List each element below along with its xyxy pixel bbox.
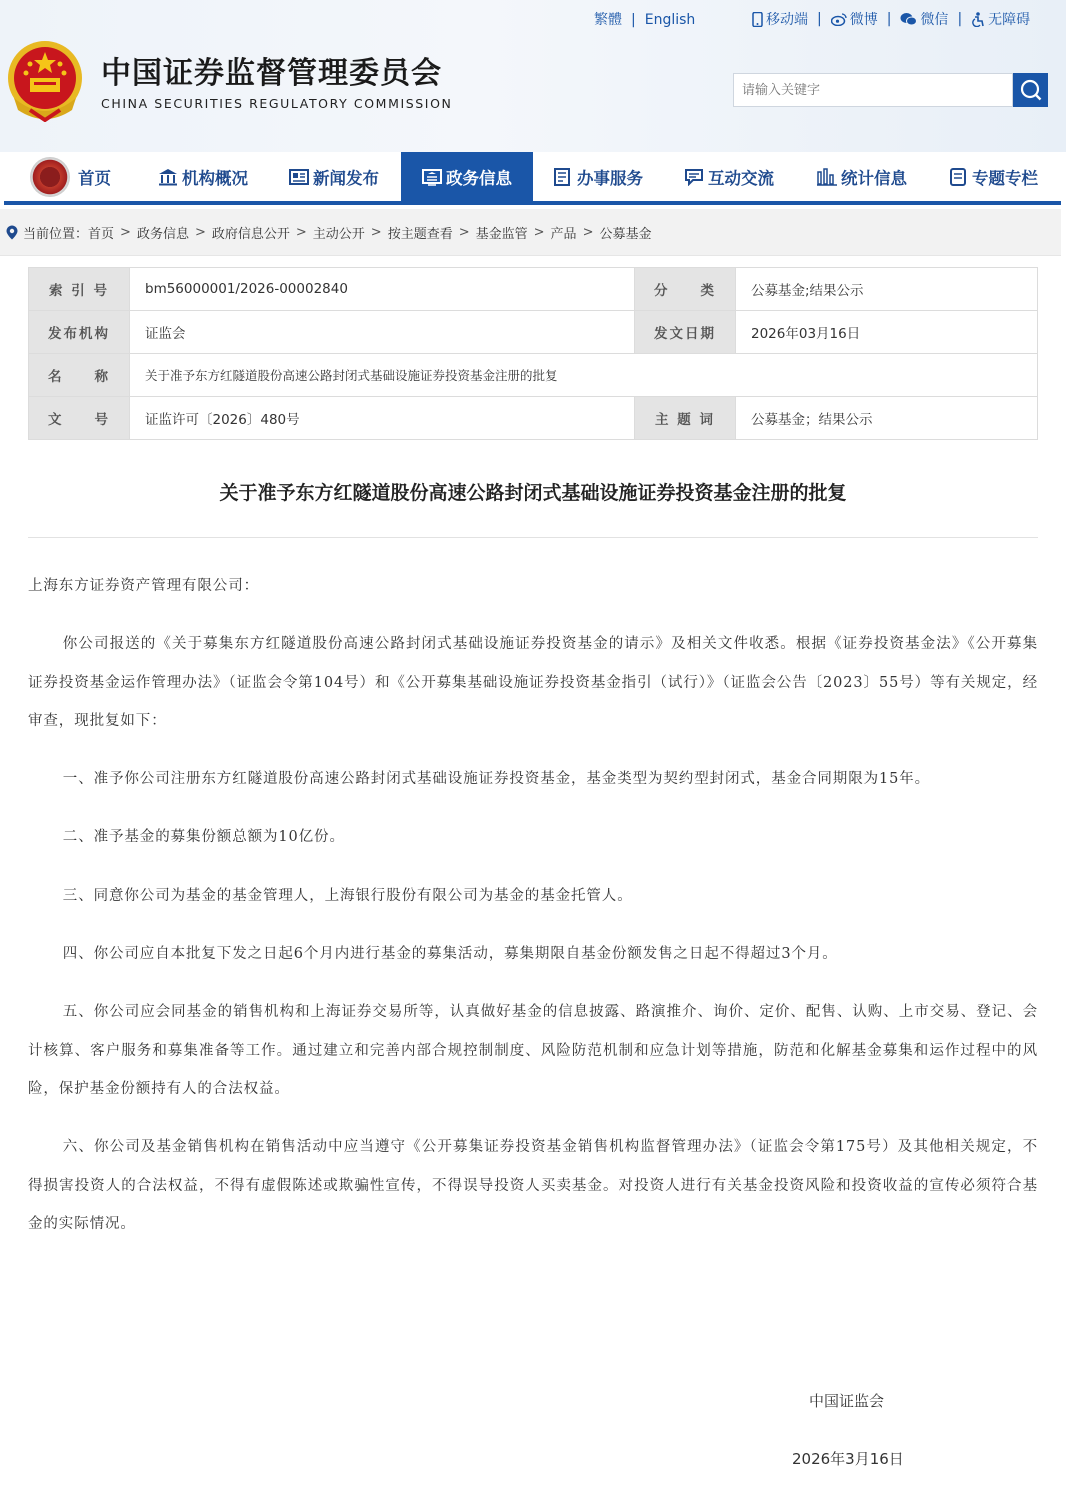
- breadcrumb-prefix: 当前位置：: [23, 226, 89, 242]
- nav-item-interaction-label: 互动交流: [708, 168, 774, 188]
- category-label: 分 类: [635, 268, 736, 311]
- wechat-link-label: 微信: [920, 12, 949, 28]
- nav-item-topic[interactable]: [948, 152, 1058, 201]
- nav-item-topic-label: 专题专栏: [972, 168, 1038, 188]
- nav-item-home-label: 首页: [78, 168, 111, 188]
- paragraph-1: 一、准予你公司注册东方红隧道股份高速公路封闭式基础设施证券投资基金，基金类型为契约型封闭式，基金合同期限为15年。: [62, 771, 931, 787]
- site-subtitle: CHINA SECURITIES REGULATORY COMMISSION: [101, 96, 453, 111]
- weibo-link[interactable]: [831, 9, 878, 29]
- keywords-label: 主 题 词: [635, 397, 736, 440]
- site-title: 中国证券监督管理委员会: [101, 56, 442, 91]
- news-icon: [289, 168, 309, 186]
- paragraph-4: 四、你公司应自本批复下发之日起6个月内进行基金的募集活动，募集期限自基金份额发售之日起不得超过3个月。: [62, 946, 838, 962]
- table-row: [29, 397, 1038, 440]
- nav-item-institution[interactable]: [158, 152, 278, 201]
- utility-links: 移动端 | 微博 | 微信 | 无障碍: [752, 9, 1030, 29]
- docno-value: 证监许可〔2026〕480号: [130, 397, 635, 440]
- nav-item-gov-info[interactable]: [401, 152, 533, 201]
- weibo-link-label: 微博: [849, 12, 878, 28]
- breadcrumb-public-fund[interactable]: 公募基金: [599, 226, 652, 242]
- publisher-value: 证监会: [130, 311, 635, 354]
- accessibility-link[interactable]: [971, 9, 1030, 29]
- nav-item-news[interactable]: [289, 152, 399, 201]
- breadcrumb-active-disclosure[interactable]: 主动公开: [312, 226, 365, 242]
- chat-icon: [684, 168, 704, 186]
- category-value: 公募基金;结果公示: [736, 268, 1038, 311]
- building-icon: [158, 168, 178, 186]
- gov-info-icon: [422, 168, 442, 186]
- paragraph-5: 五、你公司应会同基金的销售机构和上海证券交易所等，认真做好基金的信息披露、路演推介、询价、定价、配售、认购、上市交易、登记、会计核算、客户服务和募集准备等工作。通过建立和完善内部合规控制制度、风险防范机制和应急计划等措施，防范和化解基金募集和运作过程中的风险，保护基金份额持有人的合法权益。: [28, 1004, 1038, 1097]
- breadcrumb-fund-regulation[interactable]: 基金监管: [475, 226, 528, 242]
- breadcrumb-products[interactable]: 产品: [550, 226, 577, 242]
- mobile-link[interactable]: [752, 9, 808, 29]
- main-nav: [4, 152, 1061, 205]
- paragraph-2: 二、准予基金的募集份额总额为10亿份。: [62, 829, 345, 845]
- keywords-value: 公募基金；结果公示: [736, 397, 1038, 440]
- stats-icon: [817, 168, 837, 186]
- date-value: 2026年03月16日: [736, 311, 1038, 354]
- index-value: bm56000001/2026-00002840: [130, 268, 635, 311]
- service-icon: [553, 168, 573, 186]
- wechat-icon: [900, 12, 917, 26]
- paragraph-intro: 你公司报送的《关于募集东方红隧道股份高速公路封闭式基础设施证券投资基金的请示》及相关文件收悉。根据《证券投资基金法》《公开募集证券投资基金运作管理办法》（证监会令第104号）和《公开募集基础设施证券投资基金指引（试行）》（证监会公告〔2023〕55号）等有关规定，经审查，现批复如下：: [28, 636, 1038, 729]
- title-divider: [28, 537, 1038, 538]
- search-box: [733, 73, 1013, 107]
- name-value: 关于准予东方红隧道股份高速公路封闭式基础设施证券投资基金注册的批复: [130, 354, 1038, 397]
- breadcrumb: 当前位置： 首页 > 政务信息 > 政府信息公开 > 主动公开 > 按主题查看 > 基金监管 > 产品 > 公募基金: [0, 209, 1061, 256]
- site-header: [0, 0, 1066, 152]
- topic-icon: [948, 168, 968, 186]
- paragraph-3: 三、同意你公司为基金的基金管理人，上海银行股份有限公司为基金的基金托管人。: [62, 888, 633, 904]
- accessibility-link-label: 无障碍: [988, 12, 1031, 28]
- search-icon: [1020, 79, 1042, 101]
- nav-item-service-label: 办事服务: [577, 168, 643, 188]
- accessibility-icon: [971, 12, 985, 27]
- nav-item-institution-label: 机构概况: [182, 168, 248, 188]
- search-button[interactable]: [1013, 73, 1048, 107]
- nav-item-stats[interactable]: [817, 152, 927, 201]
- breadcrumb-home[interactable]: 首页: [88, 226, 115, 242]
- nav-item-home[interactable]: [30, 152, 140, 201]
- wechat-link[interactable]: [900, 9, 948, 29]
- breadcrumb-by-topic[interactable]: 按主题查看: [387, 226, 453, 242]
- nav-item-interaction[interactable]: [684, 152, 794, 201]
- language-links: 繁體 | English: [594, 12, 696, 28]
- traditional-chinese-link[interactable]: 繁體: [594, 12, 622, 28]
- weibo-icon: [831, 12, 847, 26]
- nav-item-news-label: 新闻发布: [313, 168, 379, 188]
- salutation: 上海东方证券资产管理有限公司：: [28, 578, 259, 594]
- signature: 中国证监会: [809, 1392, 885, 1410]
- breadcrumb-gov-info[interactable]: 政务信息: [136, 226, 189, 242]
- nav-item-service[interactable]: [553, 152, 663, 201]
- document-info-table: [28, 267, 1038, 440]
- home-emblem-icon: [30, 157, 70, 197]
- table-row: [29, 311, 1038, 354]
- paragraph-6: 六、你公司及基金销售机构在销售活动中应当遵守《公开募集证券投资基金销售机构监督管理办法》（证监会令第175号）及其他相关规定，不得损害投资人的合法权益，不得有虚假陈述或欺骗性宣传，不得误导投资人买卖基金。对投资人进行有关基金投资风险和投资收益的宣传必须符合基金的实际情况。: [28, 1139, 1038, 1232]
- mobile-link-label: 移动端: [766, 12, 808, 28]
- sign-date: 2026年3月16日: [792, 1450, 904, 1468]
- publisher-label: 发布机构: [29, 311, 130, 354]
- location-pin-icon: [6, 225, 18, 240]
- docno-label: 文 号: [29, 397, 130, 440]
- nav-item-gov-info-label: 政务信息: [446, 168, 512, 188]
- search-input[interactable]: [734, 74, 1012, 106]
- mobile-icon: [752, 12, 763, 27]
- article-title: 关于准予东方红隧道股份高速公路封闭式基础设施证券投资基金注册的批复: [219, 482, 847, 504]
- english-link[interactable]: English: [644, 12, 696, 28]
- table-row: [29, 268, 1038, 311]
- nav-item-stats-label: 统计信息: [841, 168, 907, 188]
- table-row: [29, 354, 1038, 397]
- national-emblem-icon: [6, 38, 84, 122]
- name-label: 名 称: [29, 354, 130, 397]
- index-label: 索 引 号: [29, 268, 130, 311]
- date-label: 发文日期: [635, 311, 736, 354]
- breadcrumb-disclosure[interactable]: 政府信息公开: [211, 226, 290, 242]
